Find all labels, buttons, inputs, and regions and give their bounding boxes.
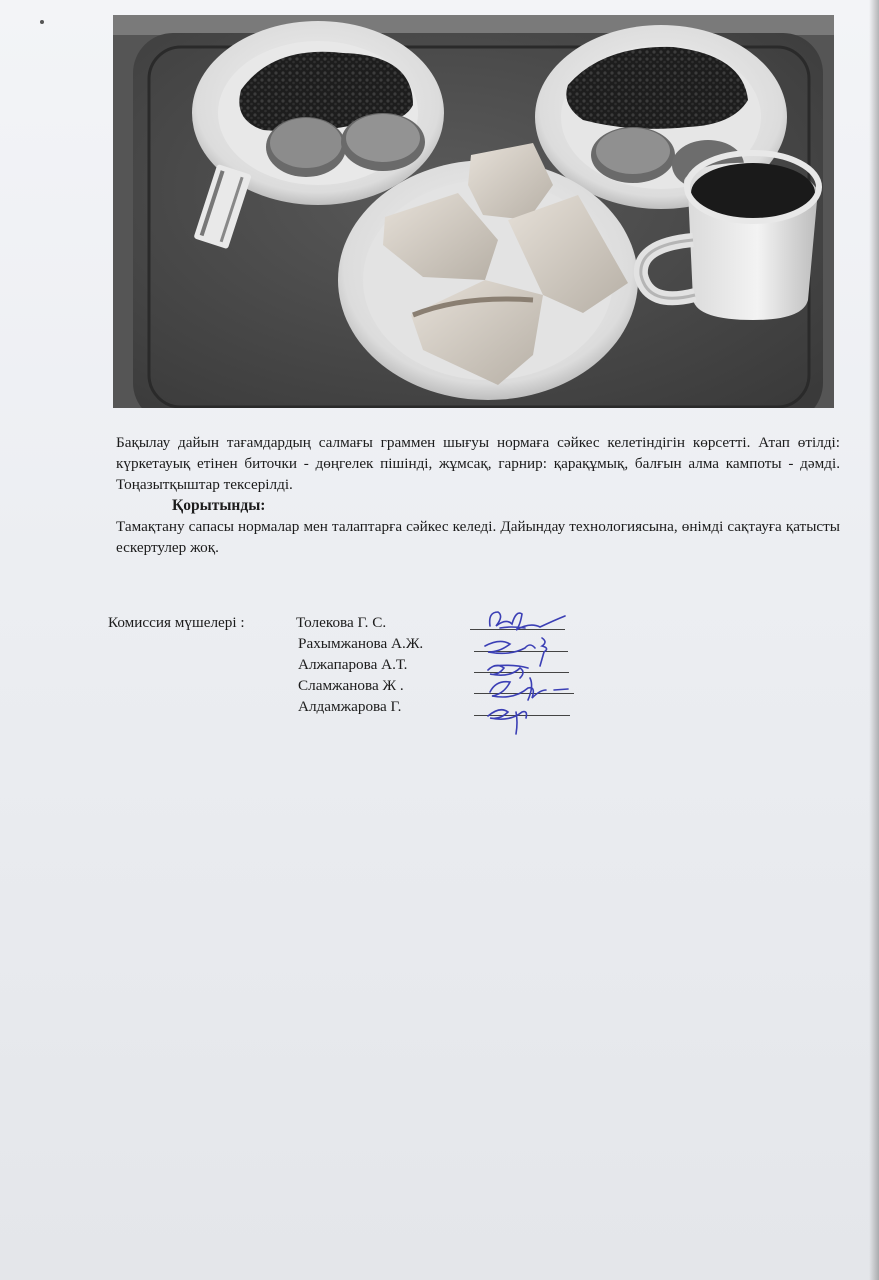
member-name: Алдамжарова Г. — [298, 698, 402, 715]
member-name: Рахымжанова А.Ж. — [298, 635, 424, 652]
member-name: Толекова Г. С. — [296, 614, 387, 631]
commission-label: Комиссия мүшелері : — [108, 614, 245, 631]
paragraph-findings: Бақылау дайын тағамдардың салмағы граммен шығуы нормаға сәйкес келетіндігін көрсетті. Атап өтілді: күркетауық етінен биточки - дөңгелек пішінді, жұмсақ, гарнир: қарақұмық, балғын алма кампоты - дәмді. Тоңазытқыштар тексерілді. — [116, 434, 840, 493]
paragraph-conclusion: Тамақтану сапасы нормалар мен талаптарға сәйкес келеді. Дайындау технологиясына, өнімді сақтауға қатысты ескертулер жоқ. — [116, 518, 840, 556]
food-tray-photo — [113, 15, 834, 408]
handwritten-signatures — [470, 582, 580, 737]
page-edge-shadow — [869, 0, 879, 1280]
member-name: Сламжанова Ж . — [298, 677, 404, 694]
report-body — [116, 432, 840, 558]
conclusion-heading: Қорытынды: — [172, 497, 266, 514]
paper-speck — [40, 20, 44, 24]
member-name: Алжапарова А.Т. — [298, 656, 408, 673]
